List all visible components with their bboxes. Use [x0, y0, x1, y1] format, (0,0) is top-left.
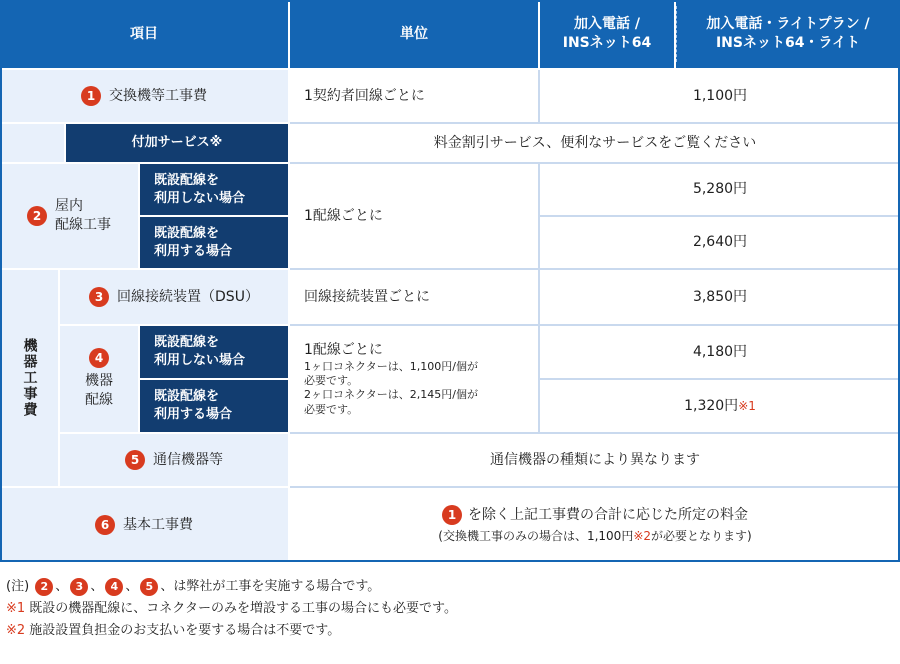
- row3-label-text: 回線接続装置（DSU）: [117, 288, 259, 305]
- row5-label-text: 通信機器等: [153, 451, 223, 468]
- row4-price-b: [540, 380, 900, 434]
- row4-price-b-mark: ※1: [738, 398, 756, 413]
- note-3: [6, 620, 457, 642]
- notes: [6, 576, 457, 642]
- row6-desc-sub: [438, 529, 751, 545]
- row4-label-line1: 機器: [85, 373, 113, 390]
- optional-spacer: [0, 124, 66, 164]
- note-2-mark: ※1: [6, 601, 26, 616]
- row4-note1-line2: 必要です。: [304, 374, 359, 388]
- row2-sub-b-line2: 利用する場合: [154, 243, 233, 259]
- row2-unit: 1配線ごとに: [290, 164, 540, 270]
- row3-unit: 回線接続装置ごとに: [290, 270, 540, 326]
- row3-price: 3,850円: [540, 270, 900, 326]
- row4-note1-line1: 1ヶ口コネクターは、1,100円/個が: [304, 359, 478, 373]
- note-1-text: 、は弊社が工事を実施する場合です。: [160, 579, 381, 594]
- row4-note2-line2: 必要です。: [304, 402, 359, 416]
- badge-1-inline-icon: 1: [442, 505, 462, 525]
- row4-unit: [290, 326, 540, 434]
- row2-sub-a-line2: 利用しない場合: [154, 190, 246, 206]
- optional-services-desc: 料金割引サービス、便利なサービスをご覧ください: [290, 124, 900, 164]
- row2-label-text: [55, 197, 111, 235]
- row6-desc-sub-pre: (交換機工事のみの場合は、1,100円: [438, 529, 634, 544]
- row4-label-line2: 配線: [85, 392, 113, 408]
- row2-label-line2: 配線工事: [55, 217, 111, 233]
- row4-sub-b-line2: 利用する場合: [154, 407, 233, 422]
- row6-desc-main: [442, 505, 748, 525]
- row3-label: [60, 270, 290, 326]
- header-unit: 単位: [290, 0, 540, 70]
- equipment-group-text: 機器工事費: [21, 338, 38, 418]
- badge-5-icon: 5: [125, 450, 145, 470]
- row1-unit: 1契約者回線ごとに: [290, 70, 540, 124]
- row2-sub-b: [140, 217, 290, 270]
- row1-label-text: 交換機等工事費: [109, 87, 207, 104]
- row6-desc-sub-post: が必要となります): [651, 529, 752, 544]
- row6-label: [0, 488, 290, 562]
- row4-sub-a-line1: 既設配線を: [154, 335, 220, 351]
- header-col-a-line2: INSネット64: [562, 35, 652, 51]
- row4-sub-a: [140, 326, 290, 380]
- row4-price-b-value: 1,320円: [684, 397, 739, 414]
- row6-desc-sub-mark: ※2: [633, 529, 652, 544]
- header-col-b-line2: INSネット64・ライト: [715, 35, 861, 51]
- row4-sub-b: [140, 380, 290, 434]
- note-1-sep-3: 、: [125, 579, 139, 594]
- row2-price-a: 5,280円: [540, 164, 900, 217]
- equipment-group-label: [0, 270, 60, 488]
- row2-sub-a-line1: 既設配線を: [154, 172, 220, 188]
- header-col-a-line1: 加入電話 /: [574, 16, 640, 33]
- note-1: [6, 576, 457, 598]
- badge-3-note-icon: 3: [70, 578, 88, 596]
- row5-label: [60, 434, 290, 488]
- note-2-text: 既設の機器配線に、コネクターのみを増設する工事の場合にも必要です。: [25, 601, 458, 616]
- row6-desc: [290, 488, 900, 562]
- badge-3-icon: 3: [89, 287, 109, 307]
- badge-2-note-icon: 2: [35, 578, 53, 596]
- header-col-b: [676, 0, 900, 70]
- row4-price-a: 4,180円: [540, 326, 900, 380]
- badge-4-note-icon: 4: [105, 578, 123, 596]
- badge-4-icon: 4: [89, 348, 109, 368]
- row4-sub-b-line1: 既設配線を: [154, 389, 220, 405]
- header-divider: [676, 6, 677, 62]
- header-item: 項目: [0, 0, 290, 70]
- header-col-a: [540, 0, 676, 70]
- row2-sub-b-line1: 既設配線を: [154, 225, 220, 241]
- badge-6-icon: 6: [95, 515, 115, 535]
- row1-price: 1,100円: [540, 70, 900, 124]
- row4-note2-line1: 2ヶ口コネクターは、2,145円/個が: [304, 388, 478, 402]
- optional-services-label: 付加サービス※: [66, 124, 290, 164]
- header-col-b-line1: 加入電話・ライトプラン /: [706, 16, 870, 33]
- note-3-text: 施設設置負担金のお支払いを要する場合は不要です。: [25, 623, 341, 638]
- row4-label: [60, 326, 140, 434]
- row2-label-line1: 屋内: [55, 198, 83, 215]
- row2-sub-a: [140, 164, 290, 217]
- badge-2-icon: 2: [27, 206, 47, 226]
- note-1-sep-1: 、: [55, 579, 69, 594]
- row6-desc-main-text: を除く上記工事費の合計に応じた所定の料金: [468, 506, 748, 523]
- note-1-prefix: (注): [6, 579, 30, 594]
- row6-label-text: 基本工事費: [123, 516, 193, 533]
- row5-desc: 通信機器の種類により異なります: [290, 434, 900, 488]
- row1-label: [0, 70, 290, 124]
- badge-5-note-icon: 5: [140, 578, 158, 596]
- note-2: [6, 598, 457, 620]
- note-1-sep-2: 、: [90, 579, 104, 594]
- row4-sub-a-line2: 利用しない場合: [154, 353, 246, 368]
- badge-1-icon: 1: [81, 86, 101, 106]
- row4-unit-main: 1配線ごとに: [304, 341, 383, 358]
- note-3-mark: ※2: [6, 623, 26, 638]
- row2-price-b: 2,640円: [540, 217, 900, 270]
- row2-label: [0, 164, 140, 270]
